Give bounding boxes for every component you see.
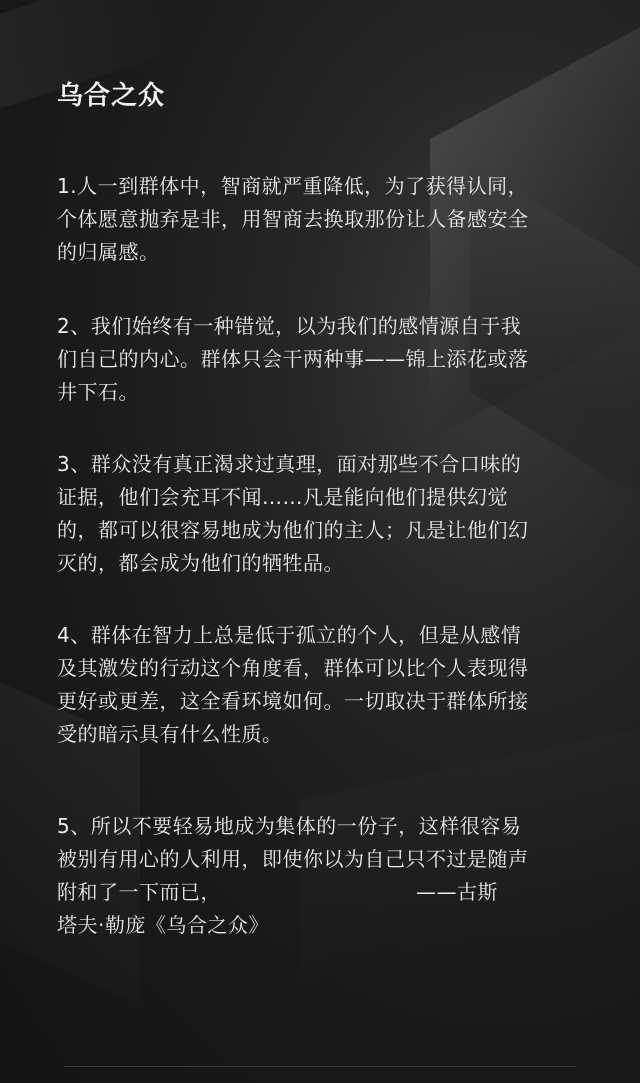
paragraph-line: 3、群众没有真正渴求过真理，面对那些不合口味的 <box>57 452 522 476</box>
divider <box>64 1066 576 1067</box>
paragraph-4 <box>57 619 587 751</box>
paragraph-line: 灭的，都会成为他们的牺牲品。 <box>57 551 344 575</box>
paragraph-1 <box>57 170 587 269</box>
paragraph-line: 附和了一下而已， ——古斯 <box>57 880 498 904</box>
paragraph-3 <box>57 448 587 580</box>
paragraph-line: 受的暗示具有什么性质。 <box>57 722 283 746</box>
paragraph-line: 井下石。 <box>57 380 139 404</box>
paragraph-5 <box>57 810 587 942</box>
paragraph-line: 2、我们始终有一种错觉，以为我们的感情源自于我 <box>57 314 522 338</box>
paragraph-line: 的，都可以很容易地成为他们的主人；凡是让他们幻 <box>57 518 529 542</box>
paragraph-line: 5、所以不要轻易地成为集体的一份子，这样很容易 <box>57 814 522 838</box>
paragraph-line: 更好或更差，这全看环境如何。一切取决于群体所接 <box>57 689 529 713</box>
paragraph-line: 们自己的内心。群体只会干两种事——锦上添花或落 <box>57 347 529 371</box>
paragraph-2 <box>57 310 587 409</box>
paragraph-line: 1.人一到群体中，智商就严重降低，为了获得认同， <box>57 174 529 198</box>
paragraph-line: 被别有用心的人利用，即使你以为自己只不过是随声 <box>57 847 529 871</box>
paragraph-line: 4、群体在智力上总是低于孤立的个人，但是从感情 <box>57 623 522 647</box>
paragraph-line: 个体愿意抛弃是非，用智商去换取那份让人备感安全 <box>57 207 529 231</box>
paragraph-line: 及其激发的行动这个角度看，群体可以比个人表现得 <box>57 656 529 680</box>
page-title: 乌合之众 <box>57 81 166 111</box>
paragraph-line: 证据，他们会充耳不闻……凡是能向他们提供幻觉 <box>57 485 508 509</box>
paragraph-line: 的归属感。 <box>57 240 160 264</box>
paragraph-line: 塔夫·勒庞《乌合之众》 <box>57 913 269 937</box>
